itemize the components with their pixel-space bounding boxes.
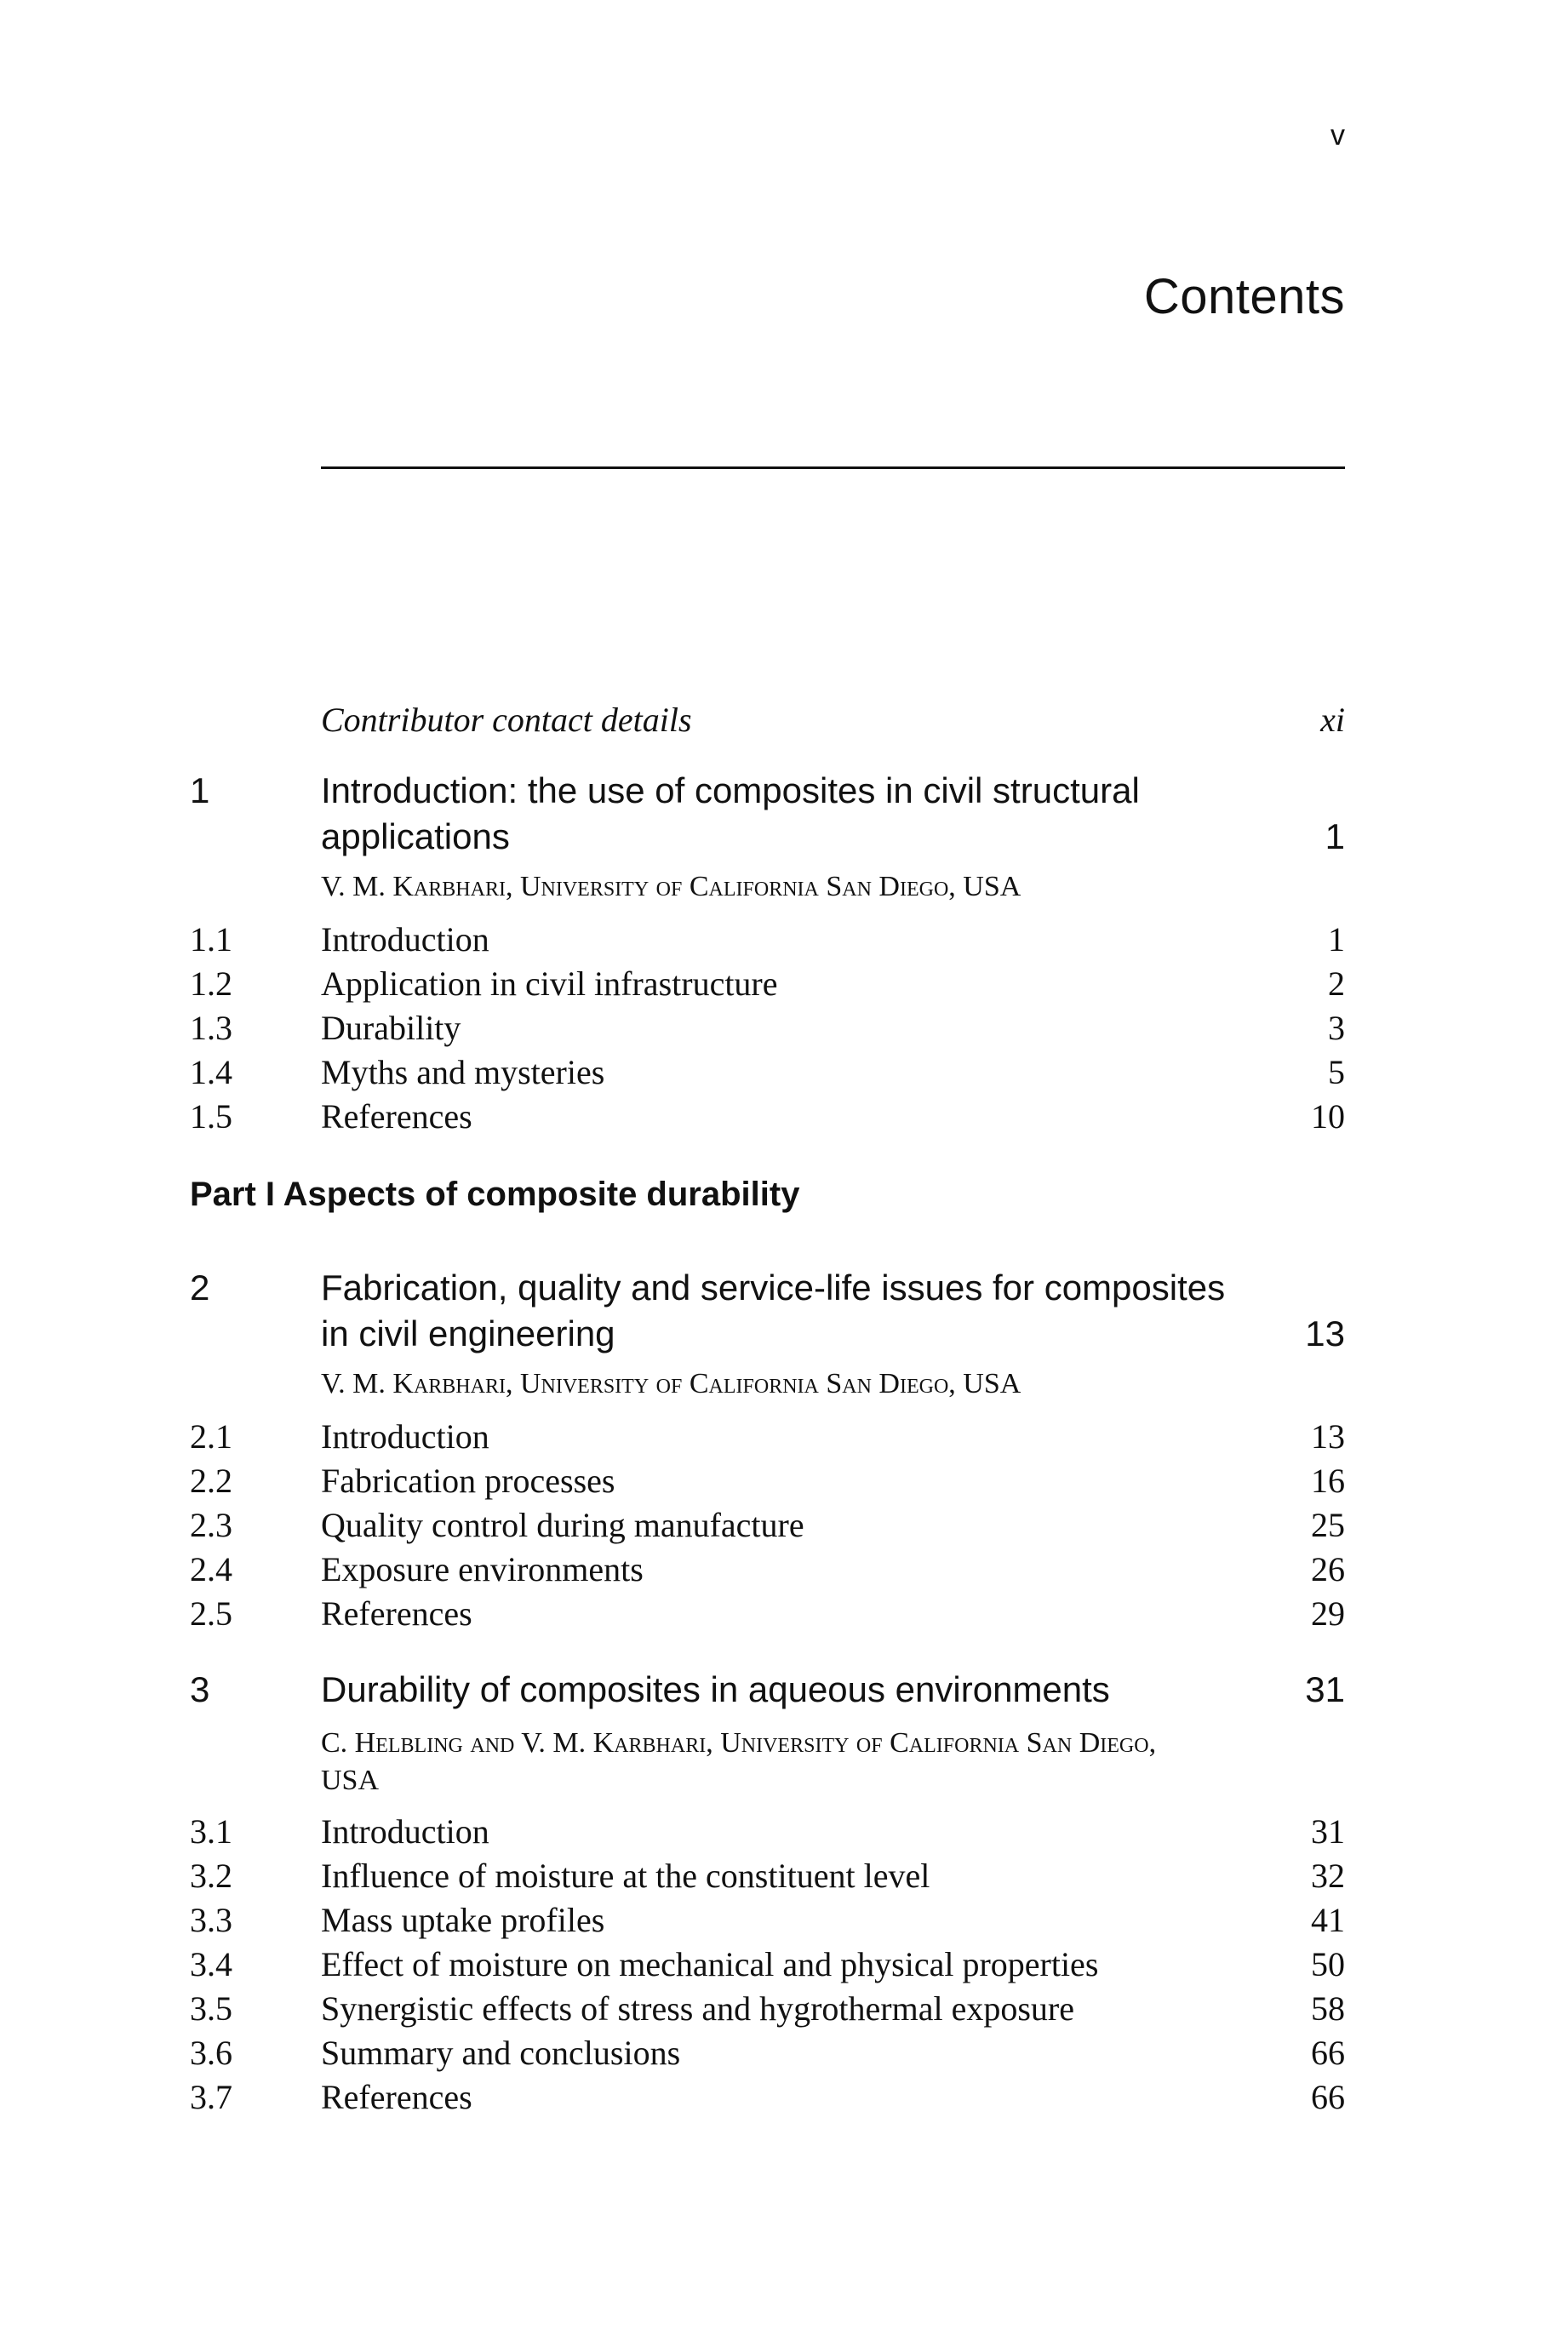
section-page: 32: [1311, 1857, 1345, 1895]
section-number: 1.1: [190, 920, 232, 959]
toc-section[interactable]: [190, 1987, 1345, 2031]
section-number: 2.3: [190, 1506, 232, 1544]
section-page: 29: [1311, 1594, 1345, 1633]
section-title: Myths and mysteries: [321, 1053, 605, 1091]
entry-title: Contributor contact details: [321, 701, 692, 739]
chapter-title: Introduction: the use of composites in civil structural applications: [321, 770, 1140, 856]
toc-chapter-3[interactable]: [190, 1667, 1345, 1713]
toc-section[interactable]: [190, 1415, 1345, 1459]
section-title: Introduction: [321, 1417, 489, 1456]
section-page: 50: [1311, 1945, 1345, 1983]
chapter-authors: C. Helbling and V. M. Karbhari, University of California San Diego, USA: [321, 1727, 1157, 1796]
toc-contributor-entry[interactable]: [190, 690, 1345, 768]
section-list: [190, 1810, 1345, 2120]
chapter-page: 13: [1305, 1313, 1345, 1353]
toc-section[interactable]: [190, 2031, 1345, 2075]
toc-section[interactable]: [190, 1943, 1345, 1987]
toc-section[interactable]: [190, 1854, 1345, 1898]
section-title: Quality control during manufacture: [321, 1506, 804, 1544]
chapter-authors: V. M. Karbhari, University of California San Diego, USA: [321, 1368, 1021, 1399]
toc-section[interactable]: [190, 962, 1345, 1006]
section-page: 66: [1311, 2078, 1345, 2116]
section-number: 2.4: [190, 1550, 232, 1588]
toc-chapter-2[interactable]: [190, 1265, 1345, 1357]
section-page: 10: [1311, 1097, 1345, 1136]
section-page: 13: [1311, 1417, 1345, 1456]
chapter-page: 31: [1305, 1669, 1345, 1709]
toc-section[interactable]: [190, 1548, 1345, 1592]
section-title: Influence of moisture at the constituent level: [321, 1857, 930, 1895]
section-page: 1: [1328, 920, 1345, 959]
section-title: Exposure environments: [321, 1550, 644, 1588]
section-page: 41: [1311, 1901, 1345, 1939]
toc-section[interactable]: [190, 1810, 1345, 1854]
toc-section[interactable]: [190, 1095, 1345, 1139]
section-page: 26: [1311, 1550, 1345, 1588]
section-page: 66: [1311, 2034, 1345, 2072]
section-page: 5: [1328, 1053, 1345, 1091]
section-number: 3.3: [190, 1901, 232, 1939]
toc-section[interactable]: [190, 1592, 1345, 1636]
section-page: 58: [1311, 1989, 1345, 2028]
section-page: 2: [1328, 964, 1345, 1003]
section-number: 1.4: [190, 1053, 232, 1091]
toc-section[interactable]: [190, 918, 1345, 962]
section-title: References: [321, 1097, 472, 1136]
section-title: Effect of moisture on mechanical and physical properties: [321, 1945, 1099, 1983]
section-title: Summary and conclusions: [321, 2034, 681, 2072]
toc-section[interactable]: [190, 1503, 1345, 1548]
section-list: [190, 1415, 1345, 1636]
table-of-contents: [190, 690, 1345, 2120]
title-rule: [321, 466, 1345, 469]
chapter-page: 1: [1325, 816, 1345, 856]
section-number: 2.1: [190, 1417, 232, 1456]
section-title: Fabrication processes: [321, 1462, 615, 1500]
section-number: 3.7: [190, 2078, 232, 2116]
chapter-number: 2: [190, 1268, 210, 1308]
section-title: Application in civil infrastructure: [321, 964, 778, 1003]
section-number: 3.2: [190, 1857, 232, 1895]
toc-section[interactable]: [190, 2075, 1345, 2120]
toc-section[interactable]: [190, 1050, 1345, 1095]
section-number: 1.2: [190, 964, 232, 1003]
section-number: 3.5: [190, 1989, 232, 2028]
section-page: 3: [1328, 1009, 1345, 1047]
chapter-authors: V. M. Karbhari, University of California San Diego, USA: [321, 871, 1021, 902]
section-number: 1.3: [190, 1009, 232, 1047]
toc-part-heading[interactable]: Part I Aspects of composite durability: [190, 1176, 800, 1213]
entry-page: xi: [1320, 701, 1345, 739]
chapter-title: Fabrication, quality and service-life issues for composites in civil engineering: [321, 1268, 1226, 1353]
chapter-number: 1: [190, 770, 210, 810]
section-number: 3.1: [190, 1812, 232, 1851]
section-page: 31: [1311, 1812, 1345, 1851]
page-title: Contents: [1143, 269, 1345, 324]
section-title: Durability: [321, 1009, 461, 1047]
chapter-title: Durability of composites in aqueous environments: [321, 1669, 1110, 1709]
section-number: 3.4: [190, 1945, 232, 1983]
section-page: 16: [1311, 1462, 1345, 1500]
toc-section[interactable]: [190, 1006, 1345, 1050]
chapter-number: 3: [190, 1669, 210, 1709]
section-title: Synergistic effects of stress and hygrothermal exposure: [321, 1989, 1074, 2028]
toc-section[interactable]: [190, 1459, 1345, 1503]
section-number: 2.5: [190, 1594, 232, 1633]
section-title: References: [321, 2078, 472, 2116]
section-title: Introduction: [321, 920, 489, 959]
page-number: v: [1331, 119, 1345, 152]
section-title: Introduction: [321, 1812, 489, 1851]
toc-section[interactable]: [190, 1898, 1345, 1943]
section-list: [190, 918, 1345, 1139]
section-title: References: [321, 1594, 472, 1633]
section-page: 25: [1311, 1506, 1345, 1544]
toc-chapter-1[interactable]: [190, 768, 1345, 860]
section-number: 1.5: [190, 1097, 232, 1136]
section-number: 3.6: [190, 2034, 232, 2072]
section-title: Mass uptake profiles: [321, 1901, 605, 1939]
section-number: 2.2: [190, 1462, 232, 1500]
